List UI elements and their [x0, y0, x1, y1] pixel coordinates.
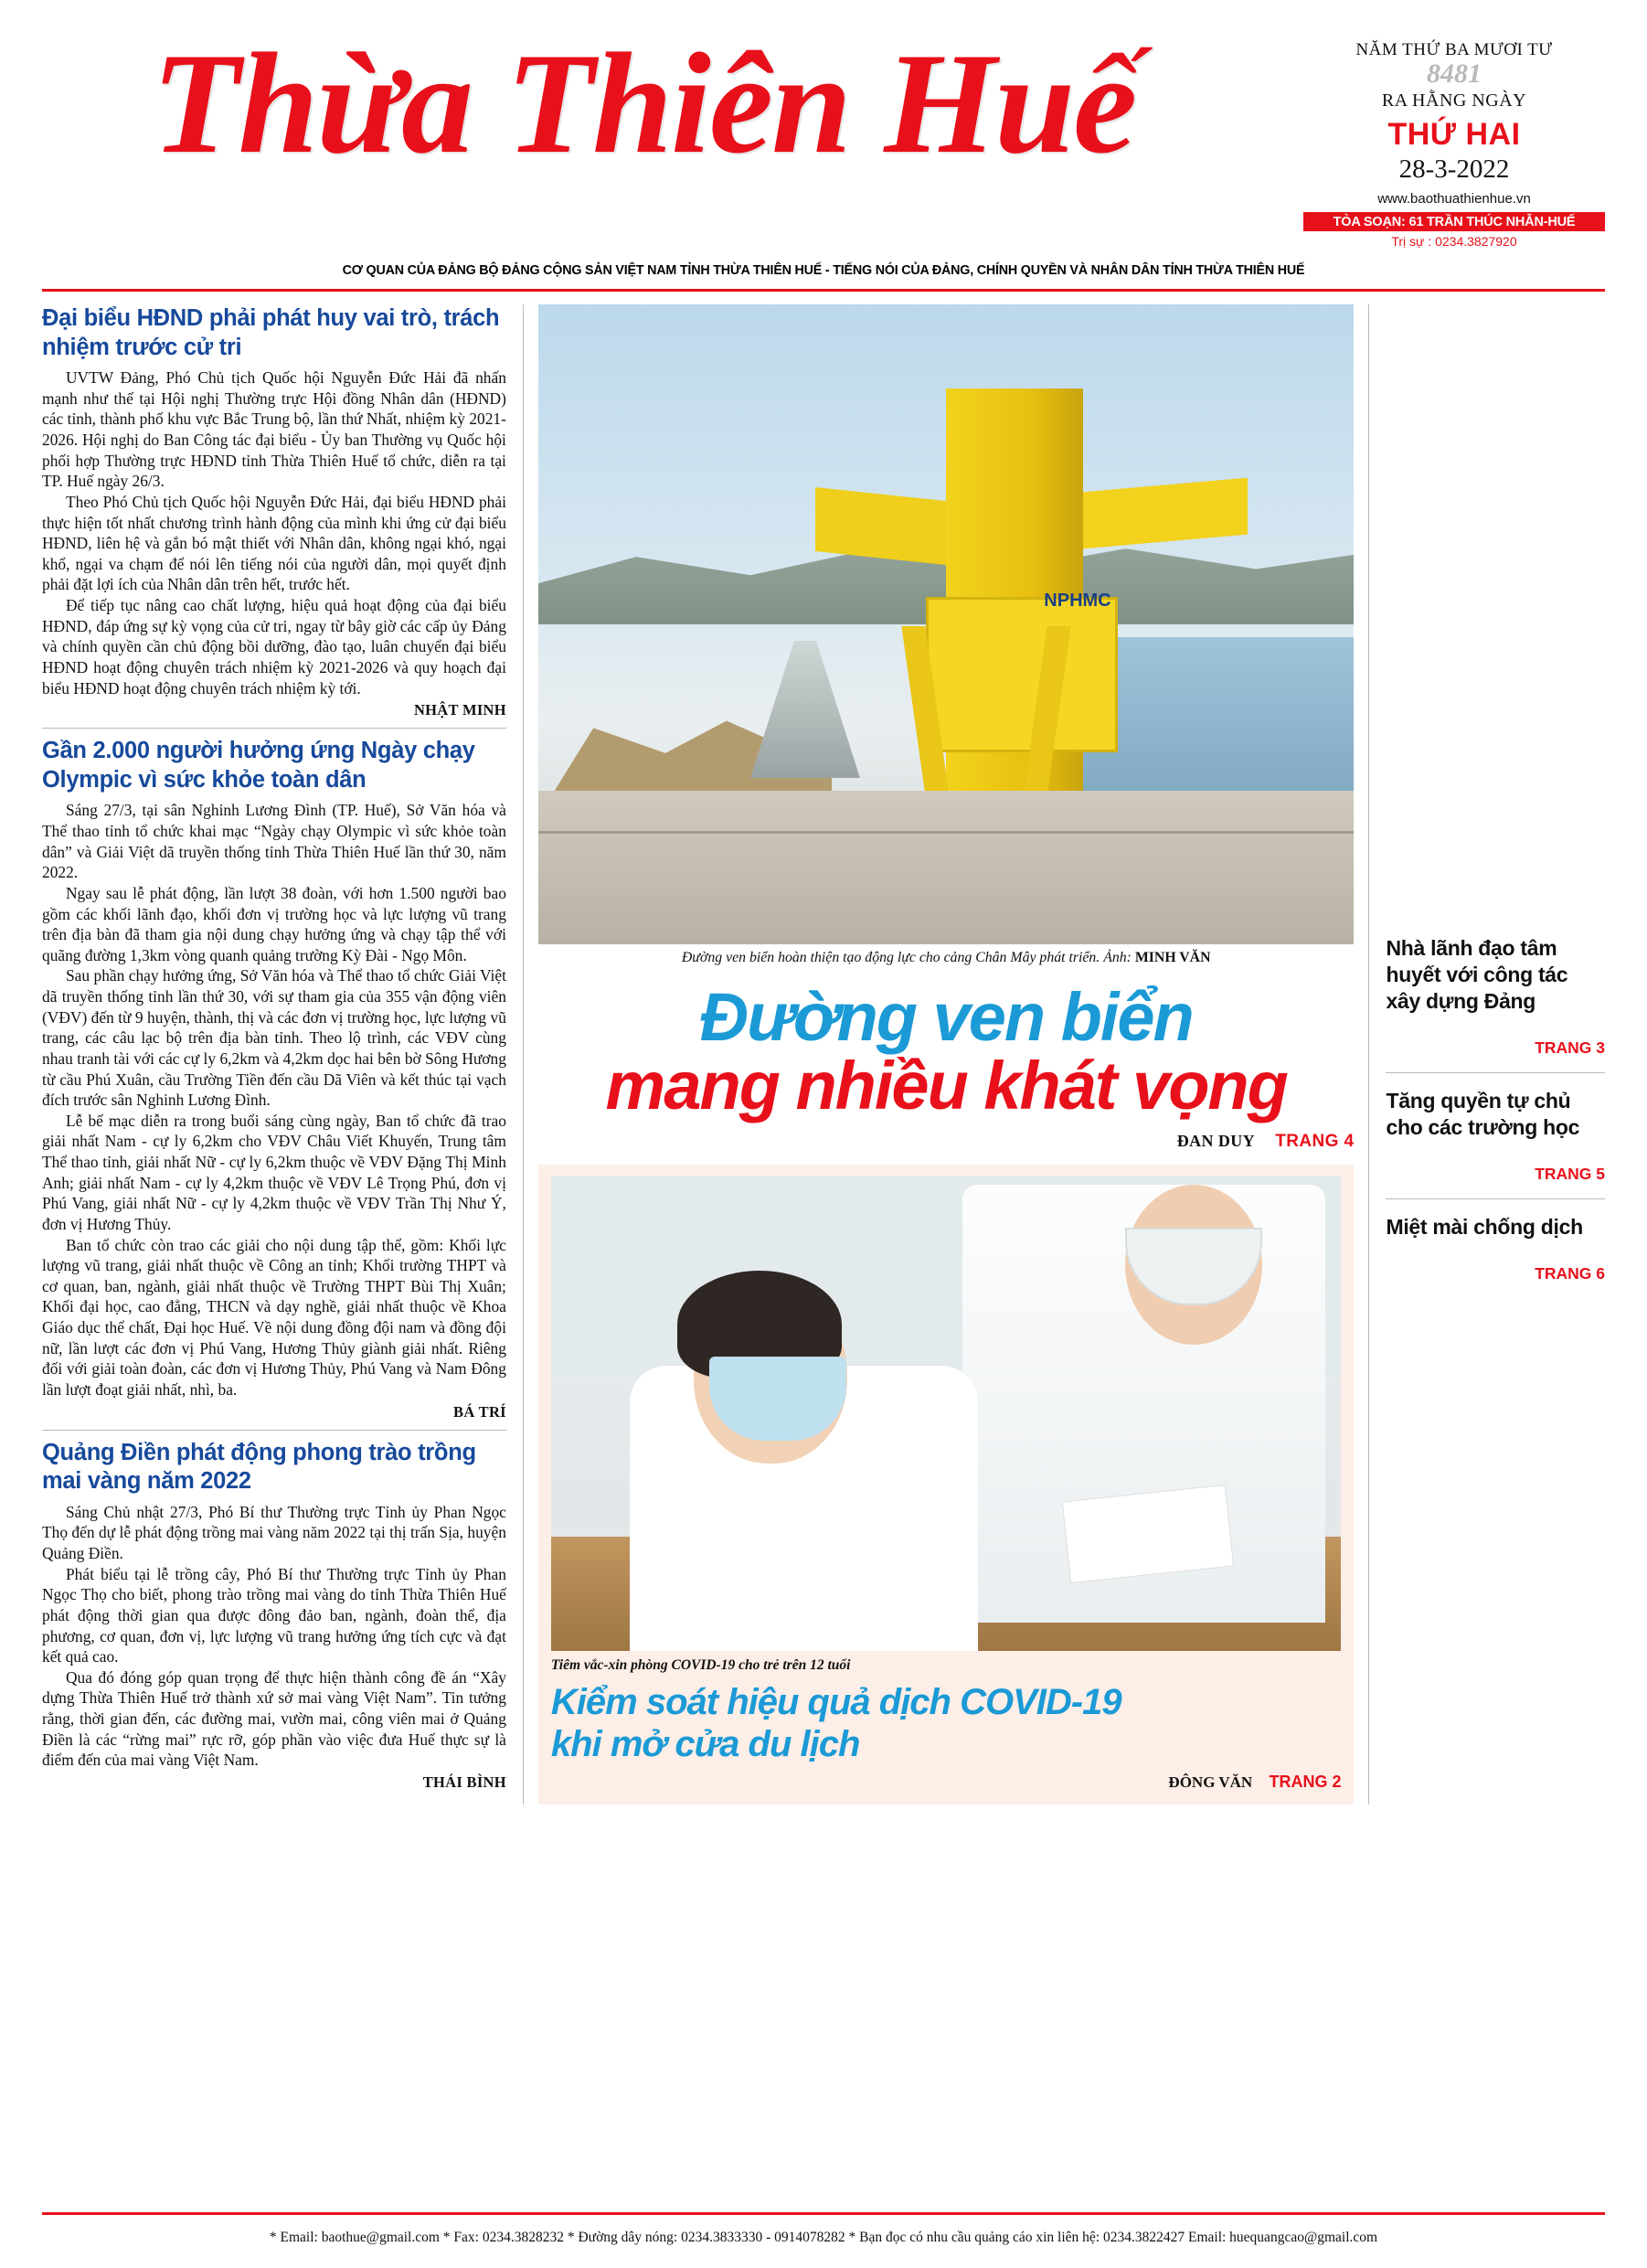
lead-headline-line1: Đường ven biển [699, 979, 1193, 1055]
right-column [1368, 304, 1605, 1805]
article-divider [42, 1430, 506, 1431]
paragraph: Qua đó đóng góp quan trọng để thực hiện thành công đề án “Xây dựng Thừa Thiên Huế trở thành xứ sở mai vàng Việt Nam”. Tin tưởng rằng, thời gian đến, các đường mai, vườn mai, công viên mai ở Quảng Điền là các “rừng mai” rực rỡ, góp phần vào việc đưa Huế thực sự là điểm đến của mai vàng Việt Nam. [42, 1667, 506, 1770]
photo-caption [538, 950, 1355, 966]
article-byline: BÁ TRÍ [453, 1402, 506, 1421]
office-phone: Trị sự : 0234.3827920 [1391, 234, 1517, 249]
teaser-headline: Miệt mài chống dịch [1386, 1214, 1583, 1239]
footer-divider [42, 2212, 1605, 2215]
paragraph: Sau phần chạy hưởng ứng, Sở Văn hóa và Thể thao tổ chức Giải Việt dã truyền thống tỉnh lần thứ 30, với sự tham gia của 355 vận động viên (VĐV) đến từ 9 huyện, thành, thị và các đơn vị trường học, lực lượng vũ trang, các câu lạc bộ trên địa bàn tỉnh. Theo lộ trình, các VĐV cùng nhau tranh tài với các cự ly 6,2km và 4,2km dọc hai bên bờ Sông Hương từ cầu Phú Xuân, cầu Trường Tiền đến cầu Dã Viên và kết thúc tại vạch đích trước sân Nghinh Lương Đình. [42, 966, 506, 1110]
photo-paper-form [1062, 1485, 1234, 1583]
article-byline: NHẬT MINH [413, 701, 506, 719]
teaser-item[interactable] [1386, 1088, 1605, 1184]
covid-headline-line1: Kiểm soát hiệu quả dịch COVID-19 [550, 1681, 1121, 1722]
paragraph: UVTW Đảng, Phó Chủ tịch Quốc hội Nguyễn Đức Hải đã nhấn mạnh như thế tại Hội nghị Thường trực Hội đồng Nhân dân (HĐND) các tỉnh, thành phố khu vực Bắc Trung bộ, lần thứ Nhất, nhiệm kỳ 2021-2026. Hội nghị do Ban Công tác đại biểu - Ủy ban Thường vụ Quốc hội phối hợp Thường trực HĐND tỉnh Thừa Thiên Huế tổ chức, diễn ra tại TP. Huế ngày 26/3. [42, 368, 506, 491]
left-column [42, 304, 524, 1805]
port-photo [538, 304, 1355, 944]
masthead-slogan: CƠ QUAN CỦA ĐẢNG BỘ ĐẢNG CỘNG SẢN VIỆT NAM TỈNH THỪA THIÊN HUẾ - TIẾNG NÓI CỦA ĐẢNG, CHÍNH QUYỀN VÀ NHÂN DÂN TỈNH THỪA THIÊN HUẾ [342, 263, 1305, 278]
covid-byline [551, 1773, 1342, 1792]
crane-logo-text: NPHMC [1044, 591, 1111, 611]
issue-number: 8481 [1427, 59, 1482, 89]
article-headline[interactable]: Quảng Điền phát động phong trào trồng mai vàng năm 2022 [42, 1439, 476, 1495]
covid-headline[interactable] [551, 1681, 1342, 1765]
article-olympic-run [42, 737, 506, 1421]
teaser-divider [1386, 1072, 1605, 1073]
lead-headline-line2: mang nhiều khát vọng [605, 1048, 1287, 1124]
teaser-item[interactable] [1386, 1214, 1605, 1283]
footer-contact: * Email: baothue@gmail.com * Fax: 0234.3828232 * Đường dây nóng: 0234.3833330 - 0914078282 * Bạn đọc có nhu cầu quảng cáo xin liên hệ: 0234.3822427 Email: huequangcao@gmail.com [269, 2230, 1378, 2245]
article-body [42, 367, 506, 698]
teaser-headline: Nhà lãnh đạo tâm huyết với công tác xây dựng Đảng [1386, 936, 1568, 1013]
page-title: Thừa Thiên Huế [152, 24, 1136, 184]
photo-quay [538, 791, 1355, 944]
photo-credit: MINH VĂN [1134, 950, 1211, 965]
teaser-item[interactable] [1386, 935, 1605, 1058]
lead-page-ref[interactable]: TRANG 4 [1275, 1131, 1355, 1151]
photo-patient-mask [709, 1357, 846, 1441]
year-line: NĂM THỨ BA MƯƠI TƯ [1355, 40, 1553, 59]
vaccination-photo-caption: Tiêm vắc-xin phòng COVID-19 cho trẻ trên 12 tuổi [550, 1656, 851, 1673]
covid-byline-name: ĐÔNG VĂN [1168, 1773, 1253, 1791]
lead-byline [538, 1132, 1355, 1152]
teaser-divider [1386, 1198, 1605, 1199]
paragraph: Để tiếp tục nâng cao chất lượng, hiệu quả hoạt động của đại biểu HĐND, đáp ứng sự kỳ vọng của cử tri, ngay từ bây giờ các cấp ủy Đảng và chính quyền cần chủ động bồi dưỡng, đào tạo, luân chuyển đại biểu HĐND hoạt động chuyên trách nhiệm kỳ 2021-2026 và quy hoạch đại biểu HĐND hoạt động chuyên trách nhiệm kỳ tới. [42, 596, 506, 697]
paragraph: Lễ bế mạc diễn ra trong buổi sáng cùng ngày, Ban tổ chức đã trao giải nhất Nam - cự ly 6,2km cho VĐV Châu Viết Khuyến, Trung tâm Thể thao tỉnh, giải nhất Nữ - cự ly 6,2km thuộc về VĐV Đặng Thị Minh Anh; giải nhất Nam - cự ly 4,2km thuộc về VĐV Lê Trọng Phú, đơn vị Phú Vang, giải nhất Nữ - cự ly 4,2km thuộc về VĐV Trần Thị Như Ý, đơn vị Hương Thủy. [42, 1111, 506, 1233]
covid-feature-box [538, 1165, 1355, 1805]
vaccination-photo [551, 1176, 1342, 1651]
right-column-spacer [1386, 304, 1605, 935]
teaser-page-ref[interactable]: TRANG 5 [1535, 1164, 1606, 1183]
masthead-left [42, 24, 1303, 184]
paragraph: Theo Phó Chủ tịch Quốc hội Nguyễn Đức Hải, đại biểu HĐND phải thực hiện tốt nhất chương trình hành động của mình khi ứng cử đại biểu HĐND, liên hệ và gắn bó mật thiết với Nhân dân, không ngại khó, ngại khổ, ngại va chạm để nói lên tiếng nói của người dân, mọi quyết định phải đặt lợi ích của Nhân dân trên hết, trước hết. [42, 492, 506, 594]
paragraph: Ngay sau lễ phát động, lần lượt 38 đoàn, với hơn 1.500 người bao gồm các khối lãnh đạo, khối đơn vị trường học và lực lượng vũ trang trên địa bàn đã tham gia nội dung chạy hưởng ứng và chạy tập thể với quãng đường 1,3km vòng quanh quảng trường Kỳ Đài - Ngọ Môn. [42, 883, 506, 964]
lead-byline-name: ĐAN DUY [1176, 1131, 1255, 1150]
photo-caption-text: Đường ven biển hoàn thiện tạo động lực cho cảng Chân Mây phát triển. Ảnh: [681, 950, 1132, 965]
article-byline: THÁI BÌNH [422, 1773, 506, 1791]
teaser-headline: Tăng quyền tự chủ cho các trường học [1386, 1088, 1580, 1139]
middle-column [524, 304, 1369, 1805]
article-body [42, 1502, 506, 1771]
issue-date: 28-3-2022 [1398, 154, 1510, 184]
article-headline[interactable]: Gần 2.000 người hưởng ứng Ngày chạy Olympic vì sức khỏe toàn dân [42, 738, 475, 793]
masthead-divider [42, 289, 1605, 292]
covid-page-ref[interactable]: TRANG 2 [1269, 1772, 1342, 1791]
paragraph: Sáng Chủ nhật 27/3, Phó Bí thư Thường trực Tỉnh ủy Phan Ngọc Thọ đến dự lễ phát động trồng mai vàng năm 2022 tại thị trấn Sịa, huyện Quảng Điền. [42, 1502, 506, 1563]
article-quang-dien [42, 1439, 506, 1792]
article-body [42, 800, 506, 1400]
covid-headline-line2: khi mở cửa du lịch [550, 1723, 860, 1764]
article-headline[interactable]: Đại biểu HĐND phải phát huy vai trò, trách nhiệm trước cử tri [42, 305, 500, 360]
frequency-label: RA HẰNG NGÀY [1381, 91, 1527, 111]
website-link[interactable]: www.baothuathienhue.vn [1377, 191, 1531, 207]
masthead-info [1303, 35, 1605, 249]
lead-headline[interactable] [538, 979, 1355, 1124]
paragraph: Phát biểu tại lễ trồng cây, Phó Bí thư Thường trực Tỉnh ủy Phan Ngọc Thọ cho biết, phong trào trồng mai vàng do tỉnh Thừa Thiên Huế phát động thời gian qua được đông đảo ban, ngành, đoàn thể, địa phương, cơ quan, đơn vị, lực lượng vũ trang hưởng ứng tích cực và đạt kết quả cao. [42, 1564, 506, 1666]
masthead [42, 26, 1605, 249]
article-divider [42, 728, 506, 729]
teaser-page-ref[interactable]: TRANG 3 [1535, 1038, 1606, 1057]
weekday-label: THỨ HAI [1387, 117, 1521, 152]
paragraph: Ban tổ chức còn trao các giải cho nội dung tập thể, gồm: Khối lực lượng vũ trang, giải nhất thuộc về Công an tỉnh; Khối trường THPT và cơ quan, ban, ngành, giải nhất thuộc về Trường THPT Bùi Thị Xuân; Khối đại học, cao đẳng, THCN và dạy nghề, giải nhất thuộc về Khoa Giáo dục thể chất, Đại học Huế. Về nội dung đồng đội nam và đồng đội nữ, lần lượt các đơn vị Phú Vang, Hương Thủy giành giải nhất. Riêng đối với giải toàn đoàn, các đơn vị Hương Thủy, Phú Vang và Nam Đông lần lượt đoạt giải nhất, nhì, ba. [42, 1235, 506, 1399]
article-hdnd [42, 304, 506, 719]
paragraph: Sáng 27/3, tại sân Nghinh Lương Đình (TP. Huế), Sở Văn hóa và Thể thao tỉnh tổ chức khai mạc “Ngày chạy Olympic vì sức khỏe toàn dân” và Giải Việt dã truyền thống tỉnh Thừa Thiên Huế lần thứ 30, năm 2022. [42, 801, 506, 882]
office-address: TÒA SOẠN: 61 TRẦN THÚC NHẪN-HUẾ [1303, 212, 1605, 231]
teaser-page-ref[interactable]: TRANG 6 [1535, 1263, 1606, 1283]
page-content [42, 304, 1605, 1805]
photo-crane-cabin [926, 597, 1118, 752]
